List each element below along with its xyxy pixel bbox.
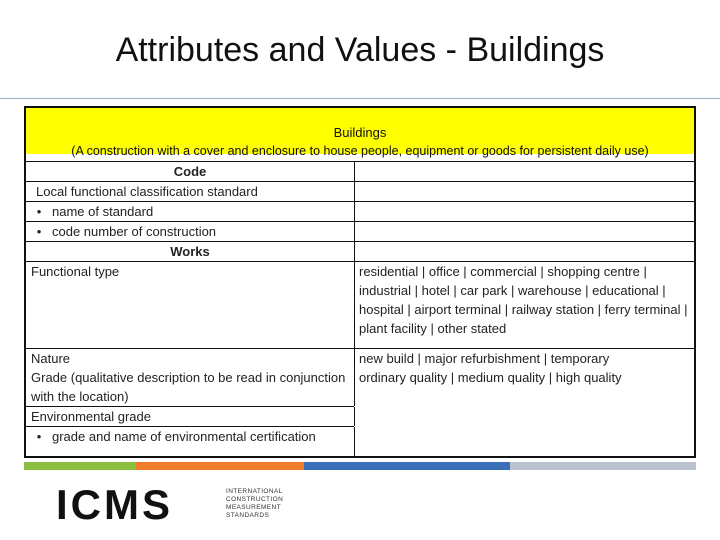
bullet-icon: • xyxy=(36,429,42,444)
logo-wordmark: ICMS xyxy=(56,481,173,528)
footer-stripe-grey xyxy=(510,462,696,470)
functional-type-values: residential | office | commercial | shopping centre | industrial | hotel | car park | warehouse | educational | hospital | airport terminal | railway station | ferry terminal | plant facility | other stated xyxy=(354,262,694,348)
table-row xyxy=(26,242,694,261)
table-cell-empty xyxy=(354,242,694,261)
table-row xyxy=(26,407,694,426)
table-cell-empty xyxy=(354,202,694,221)
title-divider xyxy=(0,98,720,99)
table-header xyxy=(26,108,694,158)
footer-stripe-blue xyxy=(304,462,510,470)
table-row xyxy=(26,222,694,241)
page-title: Attributes and Values - Buildings xyxy=(115,31,605,69)
table-header-description: (A construction with a cover and enclosure to house people, equipment or goods for persistent daily use) xyxy=(71,144,649,158)
environmental-grade-bullet: • grade and name of environmental certification xyxy=(26,427,354,446)
works-heading: Works xyxy=(170,244,210,259)
code-row-bullet: • code number of construction xyxy=(26,222,354,241)
table-row xyxy=(26,162,694,181)
table-cell-empty xyxy=(354,222,694,241)
table-cell-empty xyxy=(354,162,694,181)
nature-values: new build | major refurbishment | temporary xyxy=(354,349,694,368)
attributes-table xyxy=(24,106,696,458)
table-row xyxy=(26,202,694,221)
table-row xyxy=(26,262,694,348)
code-row-label: Local functional classification standard xyxy=(36,184,258,199)
table-row xyxy=(26,368,694,406)
table-cell-empty xyxy=(354,407,694,426)
nature-label: Nature xyxy=(31,351,71,366)
grade-label: Grade (qualitative description to be read in conjunction with the location) xyxy=(31,370,346,404)
code-heading: Code xyxy=(173,164,207,179)
table-cell-empty xyxy=(354,427,694,456)
functional-type-label: Functional type xyxy=(31,264,120,279)
table-row xyxy=(26,349,694,368)
table-row xyxy=(26,427,694,456)
icms-logo xyxy=(56,481,173,528)
footer-stripe-green xyxy=(24,462,136,470)
footer-stripe-orange xyxy=(136,462,304,470)
logo-subtitle: INTERNATIONAL CONSTRUCTION MEASUREMENT STANDARDS xyxy=(226,488,284,519)
code-row-bullet: • name of standard xyxy=(26,202,354,221)
table-header-title: Buildings xyxy=(333,125,387,140)
table-cell-empty xyxy=(354,182,694,201)
table-row xyxy=(26,182,694,201)
bullet-icon: • xyxy=(36,204,42,219)
grade-values: ordinary quality | medium quality | high quality xyxy=(354,368,694,406)
environmental-grade-label: Environmental grade xyxy=(31,409,151,424)
bullet-icon: • xyxy=(36,224,42,239)
